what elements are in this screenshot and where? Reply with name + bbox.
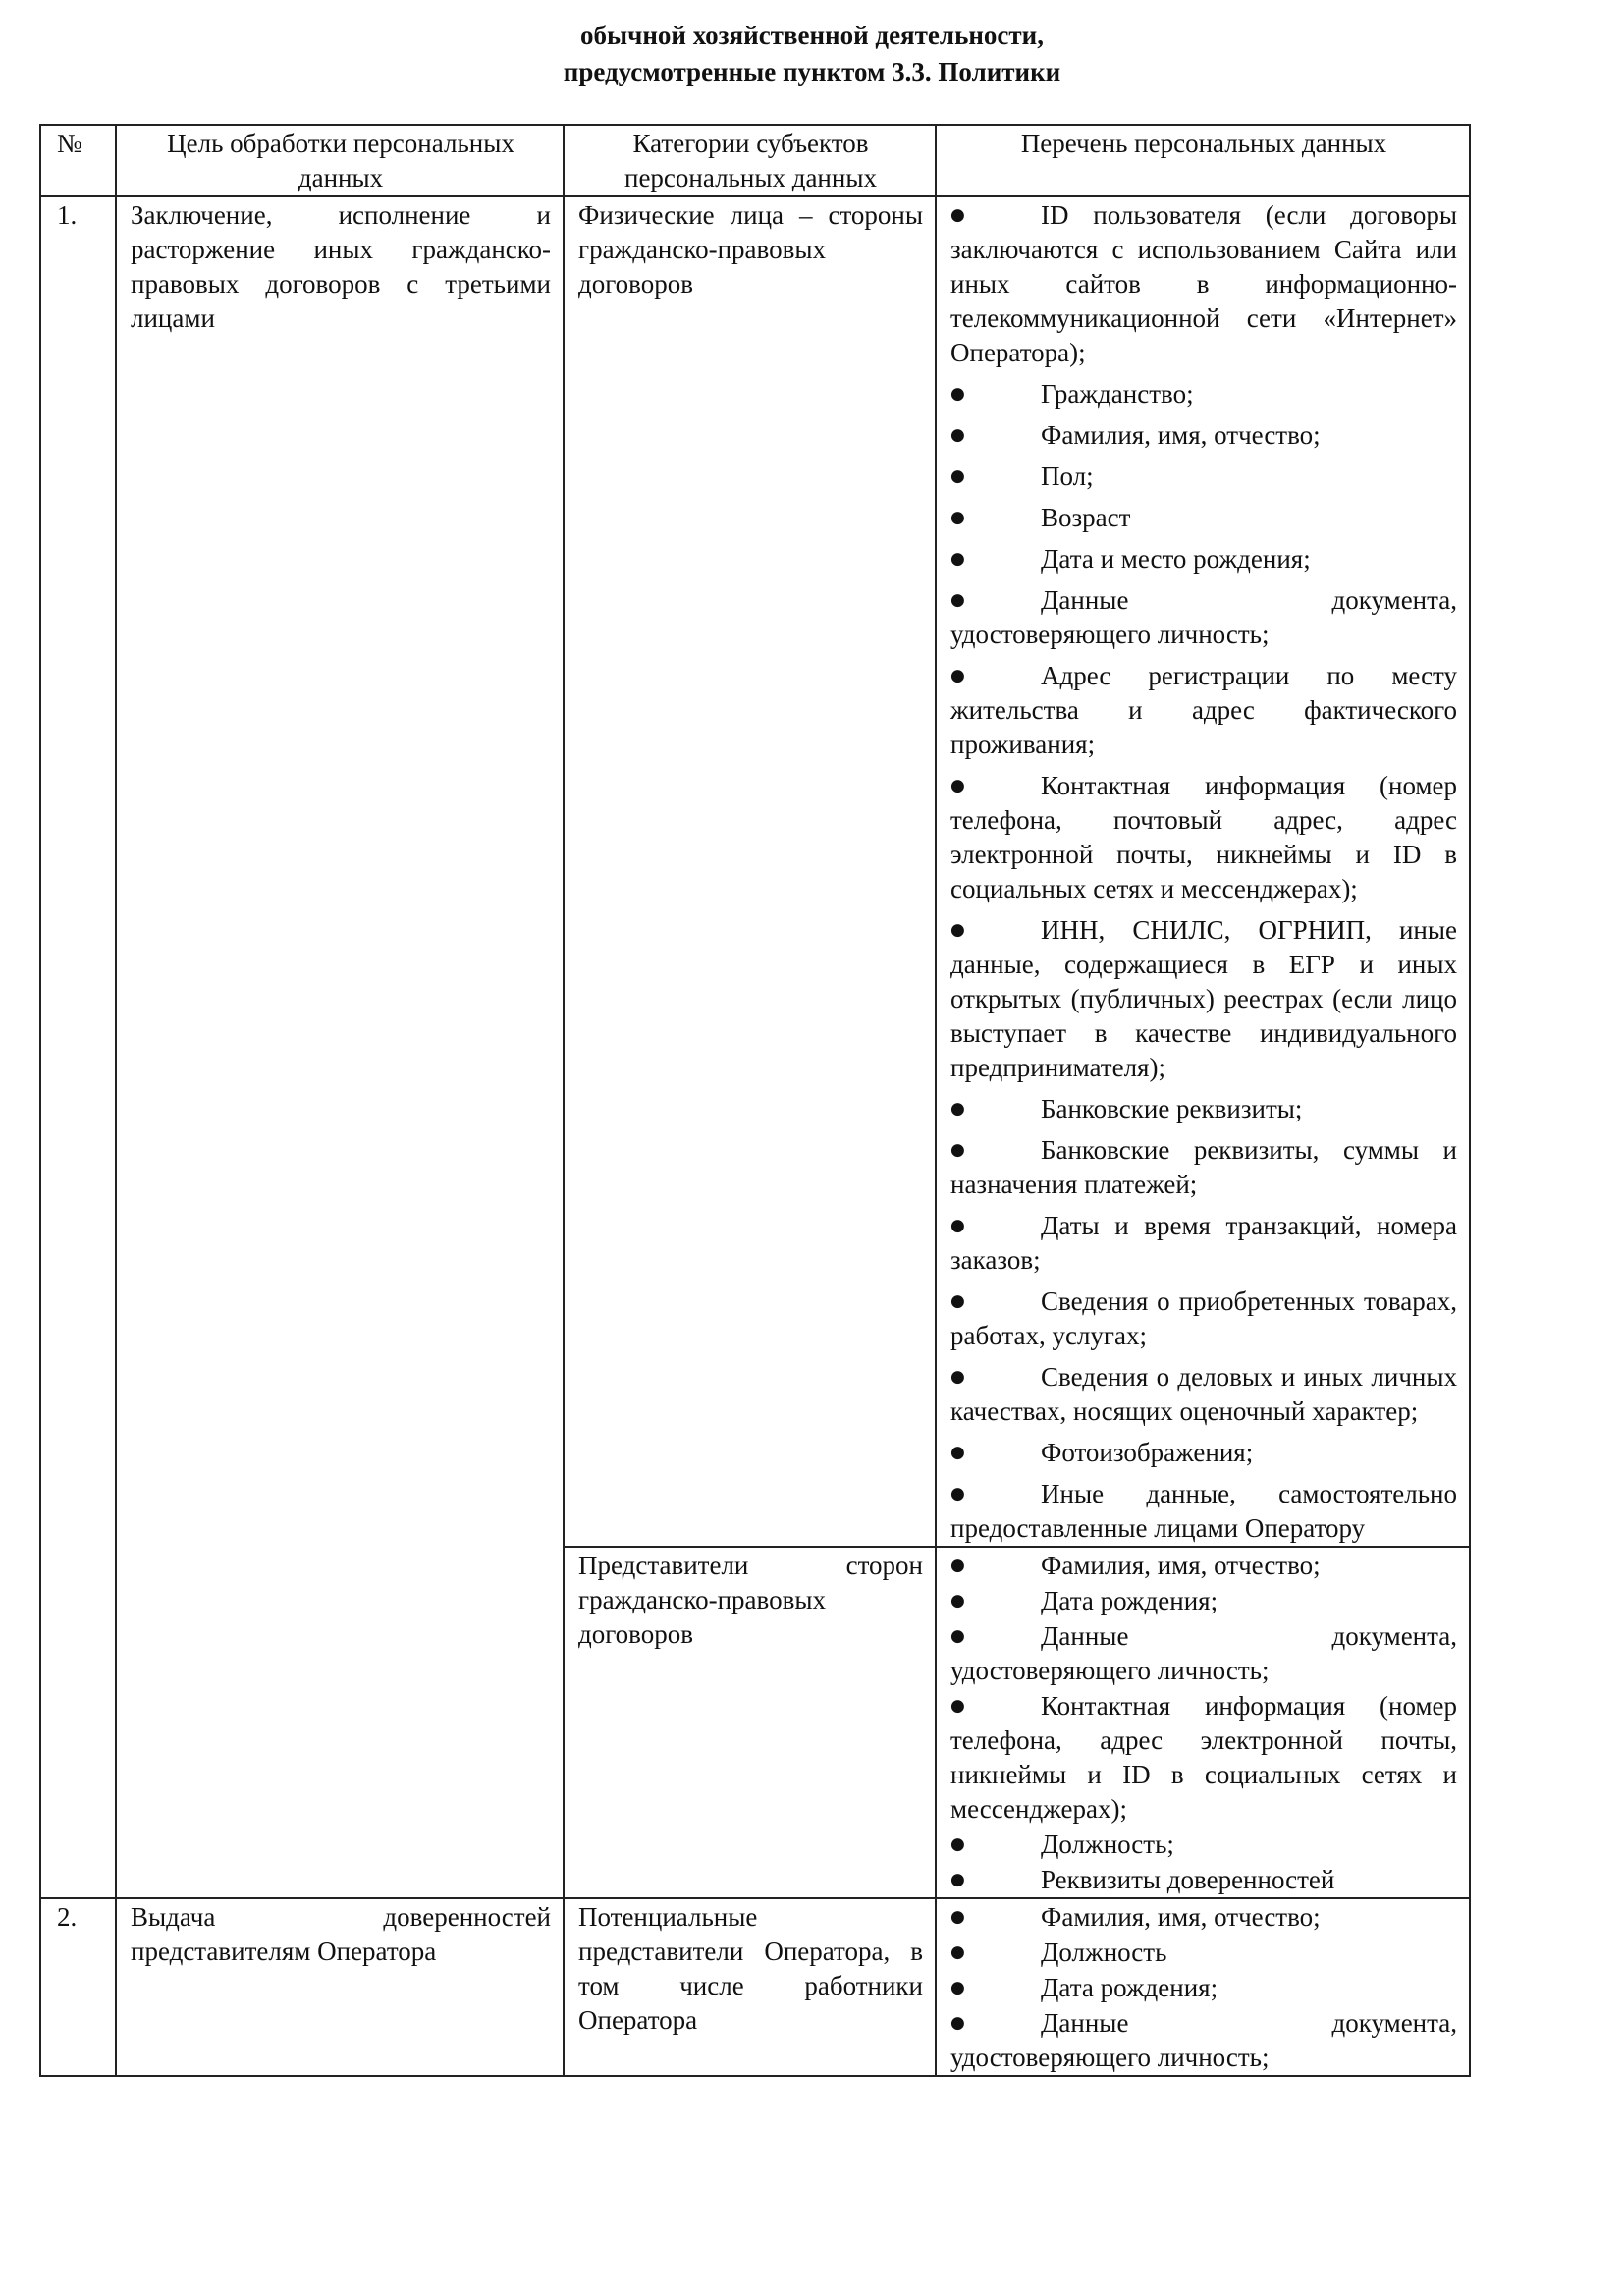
- list-item: ● Банковские реквизиты;: [950, 1092, 1457, 1126]
- list-item: ● Данные документа, удостоверяющего личность;: [950, 2006, 1457, 2075]
- list-item: ● Пол;: [950, 460, 1457, 494]
- table-row: [40, 1898, 1470, 2076]
- table-header-row: [40, 125, 1470, 196]
- table-row: [40, 196, 1470, 1547]
- list-item: ● Фамилия, имя, отчество;: [950, 1549, 1457, 1583]
- row-1-data-list-2: [936, 1547, 1470, 1898]
- row-2-data-list-1: [936, 1898, 1470, 2076]
- personal-data-table: [39, 124, 1471, 2077]
- list-item: ● ИНН, СНИЛС, ОГРНИП, иные данные, содержащиеся в ЕГР и иных открытых (публичных) реестрах (если лицо выступает в качестве индивидуального предпринимателя);: [950, 913, 1457, 1085]
- list-item: ● Фотоизображения;: [950, 1436, 1457, 1470]
- list-item: ● Данные документа, удостоверяющего личность;: [950, 1619, 1457, 1688]
- list-item: ● Контактная информация (номер телефона, адрес электронной почты, никнеймы и ID в социальных сетях и мессенджерах);: [950, 1689, 1457, 1827]
- list-item: ● Должность: [950, 1936, 1457, 1970]
- title-line-2: предусмотренные пунктом 3.3. Политики: [563, 57, 1061, 86]
- row-1-purpose: Заключение, исполнение и расторжение иных гражданско-правовых договоров с третьими лицами: [116, 196, 564, 1898]
- row-1-category-1: Физические лица – стороны гражданско-правовых договоров: [564, 196, 936, 1547]
- list-item: ● Даты и время транзакций, номера заказов;: [950, 1209, 1457, 1278]
- list-item: ● Реквизиты доверенностей: [950, 1863, 1457, 1897]
- list-item: ● Должность;: [950, 1828, 1457, 1862]
- list-item: ● Данные документа, удостоверяющего личность;: [950, 583, 1457, 652]
- list-item: ● Гражданство;: [950, 377, 1457, 411]
- list-item: ● Дата рождения;: [950, 1971, 1457, 2005]
- header-purpose: Цель обработки персональных данных: [116, 125, 564, 196]
- row-1-number: 1.: [40, 196, 116, 1898]
- row-2-purpose: Выдача доверенностей представителям Оператора: [116, 1898, 564, 2076]
- list-item: ● Контактная информация (номер телефона, почтовый адрес, адрес электронной почты, никнеймы и ID в социальных сетях и мессенджерах);: [950, 769, 1457, 906]
- list-item: ● Дата рождения;: [950, 1584, 1457, 1618]
- list-item: ● ID пользователя (если договоры заключаются с использованием Сайта или иных сайтов в информационно-телекоммуникационной сети «Интернет» Оператора);: [950, 198, 1457, 370]
- list-item: ● Возраст: [950, 501, 1457, 535]
- list-item: ● Иные данные, самостоятельно предоставленные лицами Оператору: [950, 1477, 1457, 1546]
- list-item: ● Сведения о деловых и иных личных качествах, носящих оценочный характер;: [950, 1360, 1457, 1429]
- list-item: ● Адрес регистрации по месту жительства и адрес фактического проживания;: [950, 659, 1457, 762]
- list-item: ● Дата и место рождения;: [950, 542, 1457, 576]
- row-1-category-2: Представители сторон гражданско-правовых договоров: [564, 1547, 936, 1898]
- header-categories: Категории субъектов персональных данных: [564, 125, 936, 196]
- row-2-category-1: Потенциальные представители Оператора, в том числе работники Оператора: [564, 1898, 936, 2076]
- header-data-list: Перечень персональных данных: [936, 125, 1470, 196]
- list-item: ● Сведения о приобретенных товарах, работах, услугах;: [950, 1285, 1457, 1353]
- list-item: ● Банковские реквизиты, суммы и назначения платежей;: [950, 1133, 1457, 1202]
- list-item: ● Фамилия, имя, отчество;: [950, 1900, 1457, 1935]
- row-2-number: 2.: [40, 1898, 116, 2076]
- title-line-1: обычной хозяйственной деятельности,: [580, 21, 1044, 50]
- header-number: №: [40, 125, 116, 196]
- row-1-data-list-1: [936, 196, 1470, 1547]
- page-title: [0, 18, 1624, 90]
- list-item: ● Фамилия, имя, отчество;: [950, 418, 1457, 453]
